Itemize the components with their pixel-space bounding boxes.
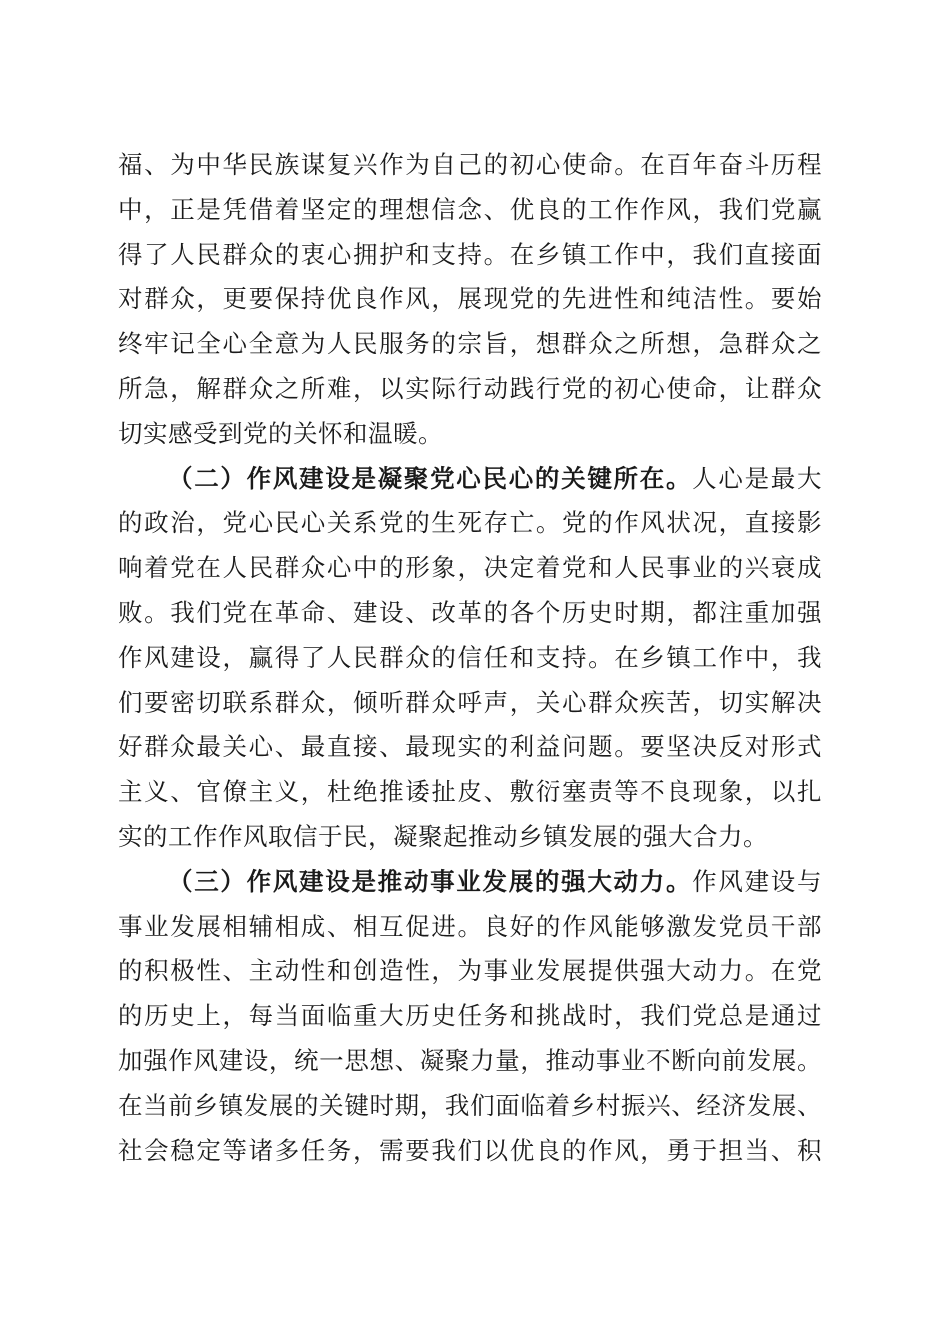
text-line: 的历史上，每当面临重大历史任务和挑战时，我们党总是通过 [118,1001,822,1031]
text-line: 在当前乡镇发展的关键时期，我们面临着乡村振兴、经济发展、 [118,1090,822,1120]
text-line: 作风建设，赢得了人民群众的信任和支持。在乡镇工作中，我 [118,642,822,672]
section-heading-3: （三）作风建设是推动事业发展的强大动力。 [168,866,693,896]
paragraph-2 [118,457,822,860]
text-line: 的积极性、主动性和创造性，为事业发展提供强大动力。在党 [118,956,822,986]
section-heading-2: （二）作风建设是凝聚党心民心的关键所在。 [168,463,693,493]
text-line: 好群众最关心、最直接、最现实的利益问题。要坚决反对形式 [118,732,822,762]
text-line: 对群众，更要保持优良作风，展现党的先进性和纯洁性。要始 [118,284,822,314]
document-body [118,143,822,1173]
text-line: 主义、官僚主义，杜绝推诿扯皮、敷衍塞责等不良现象，以扎 [118,777,822,807]
text-line: 事业发展相辅相成、相互促进。良好的作风能够激发党员干部 [118,911,822,941]
paragraph-1 [118,143,822,457]
text-line: 得了人民群众的衷心拥护和支持。在乡镇工作中，我们直接面 [118,239,822,269]
text-line: 所急，解群众之所难，以实际行动践行党的初心使命，让群众 [118,373,822,403]
paragraph-3 [118,860,822,1174]
text-line-first [118,457,822,502]
text-line: 福、为中华民族谋复兴作为自己的初心使命。在百年奋斗历程 [118,150,822,179]
text-line: 中，正是凭借着坚定的理想信念、优良的工作作风，我们党赢 [118,194,822,224]
text-line-first [118,860,822,905]
text-line: 败。我们党在革命、建设、改革的各个历史时期，都注重加强 [118,597,822,627]
text-line: 加强作风建设，统一思想、凝聚力量，推动事业不断向前发展。 [118,1045,822,1075]
text-line: 们要密切联系群众，倾听群众呼声，关心群众疾苦，切实解决 [118,687,822,717]
heading-continuation: 人心是最大 [692,463,823,493]
heading-continuation: 作风建设与 [692,866,823,896]
text-line: 的政治，党心民心关系党的生死存亡。党的作风状况，直接影 [118,508,822,538]
text-line: 响着党在人民群众心中的形象，决定着党和人民事业的兴衰成 [118,553,822,583]
text-line: 社会稳定等诸多任务，需要我们以优良的作风，勇于担当、积 [118,1135,822,1165]
text-line: 终牢记全心全意为人民服务的宗旨，想群众之所想，急群众之 [118,329,822,359]
text-line: 实的工作作风取信于民，凝聚起推动乡镇发展的强大合力。 [118,821,768,851]
text-line: 切实感受到党的关怀和温暖。 [118,418,443,448]
